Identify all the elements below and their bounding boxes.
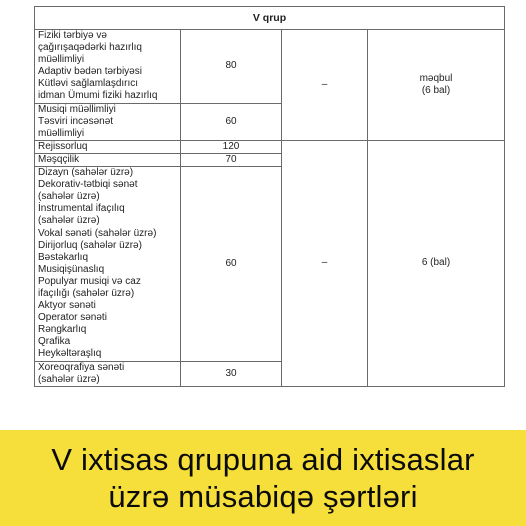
score-cell: 30 (181, 361, 282, 386)
specialty-cell: Musiqi müəllimliyi Təsviri incəsənət müəllimliyi (35, 103, 181, 140)
dash-cell: – (282, 30, 368, 141)
score-cell: 120 (181, 140, 282, 153)
requirement-cell: məqbul (6 bal) (368, 30, 505, 141)
dash-cell: – (282, 140, 368, 386)
table-row (35, 30, 505, 104)
score-cell: 60 (181, 103, 282, 140)
score-cell: 70 (181, 153, 282, 166)
specialty-cell: Məşqçilik (35, 153, 181, 166)
banner-title-line-2: üzrə müsabiqə şərtləri (108, 479, 418, 514)
group-header: V qrup (35, 7, 505, 30)
title-banner (0, 430, 526, 526)
table-row (35, 140, 505, 153)
specialty-cell: Xoreoqrafiya sənəti (sahələr üzrə) (35, 361, 181, 386)
requirements-table (34, 6, 505, 387)
requirement-cell: 6 (bal) (368, 140, 505, 386)
score-cell: 80 (181, 30, 282, 104)
specialty-cell: Rejissorluq (35, 140, 181, 153)
table-header-row (35, 7, 505, 30)
specialty-cell: Fiziki tərbiyə və çağırışaqədərki hazırlıq müəllimliyi Adaptiv bədən tərbiyəsi Kütləvi sağlamlaşdırıcı idman Ümumi fiziki hazırlıq (35, 30, 181, 104)
score-cell: 60 (181, 167, 282, 362)
banner-title-line-1: V ixtisas qrupuna aid ixtisaslar (51, 442, 475, 477)
specialty-cell: Dizayn (sahələr üzrə) Dekorativ-tətbiqi sənət (sahələr üzrə) İnstrumental ifaçılıq (sahələr üzrə) Vokal sənəti (sahələr üzrə) Dirijorluq (sahələr üzrə) Bəstəkarlıq Musiqişünaslıq Populyar musiqi və caz ifaçılığı (sahələr üzrə) Aktyor sənəti Operator sənəti Rəngkarlıq Qrafika Heykəltəraşlıq (35, 167, 181, 362)
